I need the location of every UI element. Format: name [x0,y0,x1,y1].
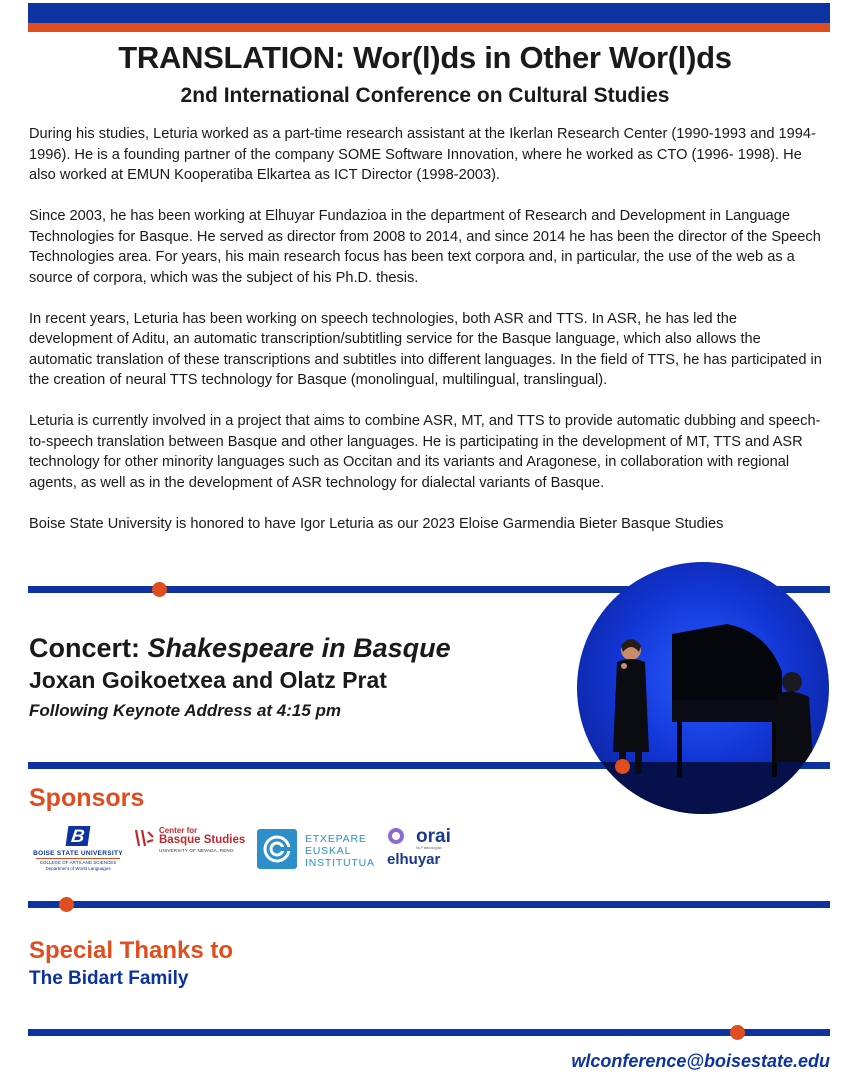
bio-paragraph: Boise State University is honored to have Igor Leturia as our 2023 Eloise Garmendia Bieter Basque Studies [29,515,724,532]
header-stripe-orange [28,23,830,32]
cbs-mark-icon [133,828,155,848]
concert-title: Shakespeare in Basque [147,633,451,663]
bsu-rule [36,858,120,859]
etxepare-line: EUSKAL [305,845,352,857]
orai-elhuyar-logo [386,826,458,871]
divider-dot [152,582,167,597]
bsu-college: COLLEGE OF ARTS AND SCIENCES [39,860,117,865]
orai-tagline: NLP teknologiak [416,846,442,850]
cbs-university: UNIVERSITY OF NEVADA, RENO [159,848,234,853]
cbs-title: Basque Studies [159,834,246,846]
bio-paragraph: Leturia is currently involved in a project that aims to combine ASR, MT, and TTS to provide automatic dubbing and speech-to-speech translation between Basque and other languages. He is participating in the development of MT, TTS and ASR technology for other minority languages such as Occitan and its variants and Aragonese, in collaboration with regional agents, as well as in the development of ASR technology for dialectal variants of Basque. [29,413,821,491]
center-basque-studies-logo [133,826,248,856]
thanks-name: The Bidart Family [29,968,189,989]
bsu-b-icon: B [66,826,91,846]
orai-ring-icon [388,828,404,844]
concert-performers: Joxan Goikoetxea and Olatz Prat [29,667,387,693]
elhuyar-word: elhuyar [387,851,441,868]
divider-dot [59,897,74,912]
sponsors-heading: Sponsors [29,784,145,812]
boise-state-logo [30,826,126,874]
bsu-name: BOISE STATE UNIVERSITY [33,850,123,857]
orai-word: orai [416,826,451,847]
bio-text [29,124,824,555]
cbs-small-text: Center for [159,826,198,835]
etxepare-logo [257,829,377,871]
etxepare-line: INSTITUTUA [305,857,375,869]
page-title: TRANSLATION: Wor(l)ds in Other Wor(l)ds [118,40,732,75]
etxepare-mark-icon [257,829,297,869]
page-subtitle: 2nd International Conference on Cultural Studies [180,84,670,107]
divider-dot [730,1025,745,1040]
section-divider [28,901,830,908]
bsu-department: Department of World Languages [45,866,111,871]
concert-heading [29,633,451,664]
etxepare-text [305,833,375,869]
concert-photo [577,562,829,814]
bio-paragraph: Since 2003, he has been working at Elhuyar Fundazioa in the department of Research and Development in Language Technologies for Basque. He served as director from 2008 to 2014, and since 2014 he has been the director of the Speech Technologies area. For years, his main research focus has been text corpora and, in particular, the use of the web as a source of corpora, which was the subject of his Ph.D. thesis. [29,208,821,286]
bio-paragraph: During his studies, Leturia worked as a part-time research assistant at the Ikerlan Research Center (1990-1993 and 1994-1996). He is a founding partner of the company SOME Software Innovation, where he worked as CTO (1996- 1998). He also worked at EMUN Kooperatiba Elkartea as ICT Director (1998-2003). [29,126,816,183]
header-stripe-blue [28,3,830,23]
thanks-heading: Special Thanks to [29,937,234,964]
concert-label: Concert: [29,633,148,663]
concert-time: Following Keynote Address at 4:15 pm [29,701,342,720]
section-divider [28,1029,830,1036]
photo-dot [615,759,630,774]
contact-email-link[interactable]: wlconference@boisestate.edu [571,1051,830,1071]
bio-paragraph: In recent years, Leturia has been working on speech technologies, both ASR and TTS. In ASR, he has led the development of Aditu, an automatic transcription/subtitling service for the Basque language, which also allows the automatic translation of these transcriptions and subtitles into different languages. In the field of TTS, he has participated in the creation of neural TTS technology for Basque (monolingual, multilingual, translingual). [29,310,822,388]
etxepare-line: ETXEPARE [305,833,367,845]
